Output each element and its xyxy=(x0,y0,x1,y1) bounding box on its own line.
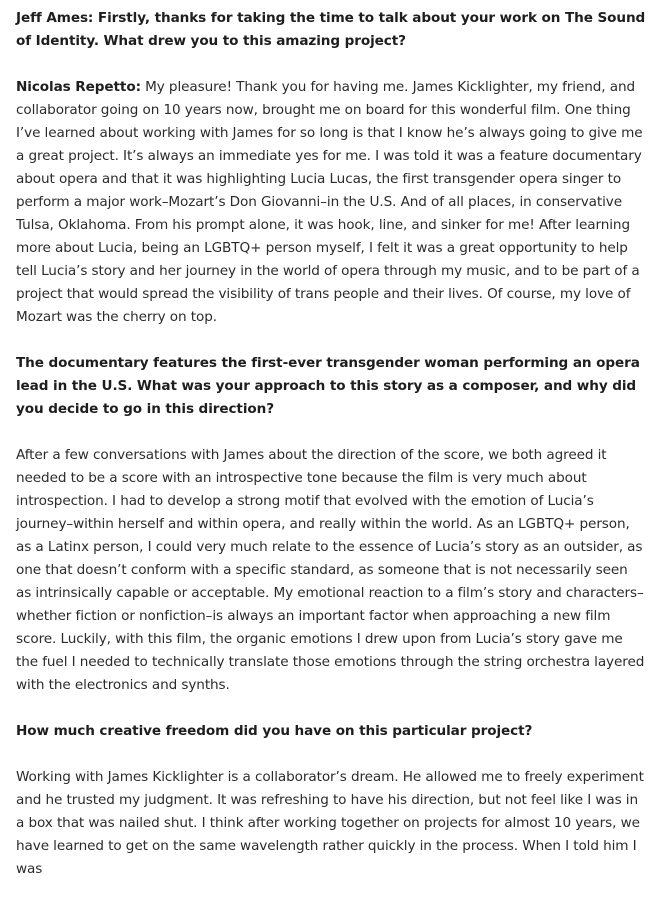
answer-paragraph-2: After a few conversations with James about the direction of the score, we both agreed it needed to be a score with an introspective tone because the film is very much about introspection. I had to develop a strong motif that evolved with the emotion of Lucia’s journey–within herself and within opera, and really within the world. As an LGBTQ+ person, as a Latinx person, I could very much relate to the essence of Lucia’s story as an outsider, as one that doesn’t conform with a specific standard, as someone that is not necessarily seen as intrinsically capable or acceptable. My emotional reaction to a film’s story and characters–whether fiction or nonfiction–is always an important factor when approaching a new film score. Luckily, with this film, the organic emotions I drew upon from Lucia’s story gave me the fuel I needed to technically translate those emotions through the string orchestra layered with the electronics and synths. xyxy=(16,447,645,693)
interview-article xyxy=(16,7,646,904)
answer-paragraph-1 xyxy=(16,76,646,329)
speaker-label: Nicolas Repetto: xyxy=(16,79,141,95)
answer-text-1: My pleasure! Thank you for having me. James Kicklighter, my friend, and collaborator going on 10 years now, brought me on board for this wonderful film. One thing I’ve learned about working with James for so long is that I know he’s always going to give me a great project. It’s always an immediate yes for me. I was told it was a feature documentary about opera and that it was highlighting Lucia Lucas, the first transgender opera singer to perform a major work–Mozart’s Don Giovanni–in the U.S. And of all places, in conservative Tulsa, Oklahoma. From his prompt alone, it was hook, line, and sinker for me! After learning more about Lucia, being an LGBTQ+ person myself, I felt it was a great opportunity to help tell Lucia’s story and her journey in the world of opera through my music, and to be part of a project that would spread the visibility of trans people and their lives. Of course, my love of Mozart was the cherry on top. xyxy=(16,79,643,325)
intro-question: Jeff Ames: Firstly, thanks for taking the time to talk about your work on The Sound of Identity. What drew you to this amazing project? xyxy=(16,10,646,49)
answer-paragraph-3: Working with James Kicklighter is a collaborator’s dream. He allowed me to freely experiment and he trusted my judgment. It was refreshing to have his direction, but not feel like I was in a box that was nailed shut. I think after working together on projects for almost 10 years, we have learned to get on the same wavelength rather quickly in the process. When I told him I was xyxy=(16,769,644,877)
question-2: The documentary features the first-ever transgender woman performing an opera lead in the U.S. What was your approach to this story as a composer, and why did you decide to go in this direction? xyxy=(16,355,640,417)
question-3: How much creative freedom did you have on this particular project? xyxy=(16,723,533,739)
